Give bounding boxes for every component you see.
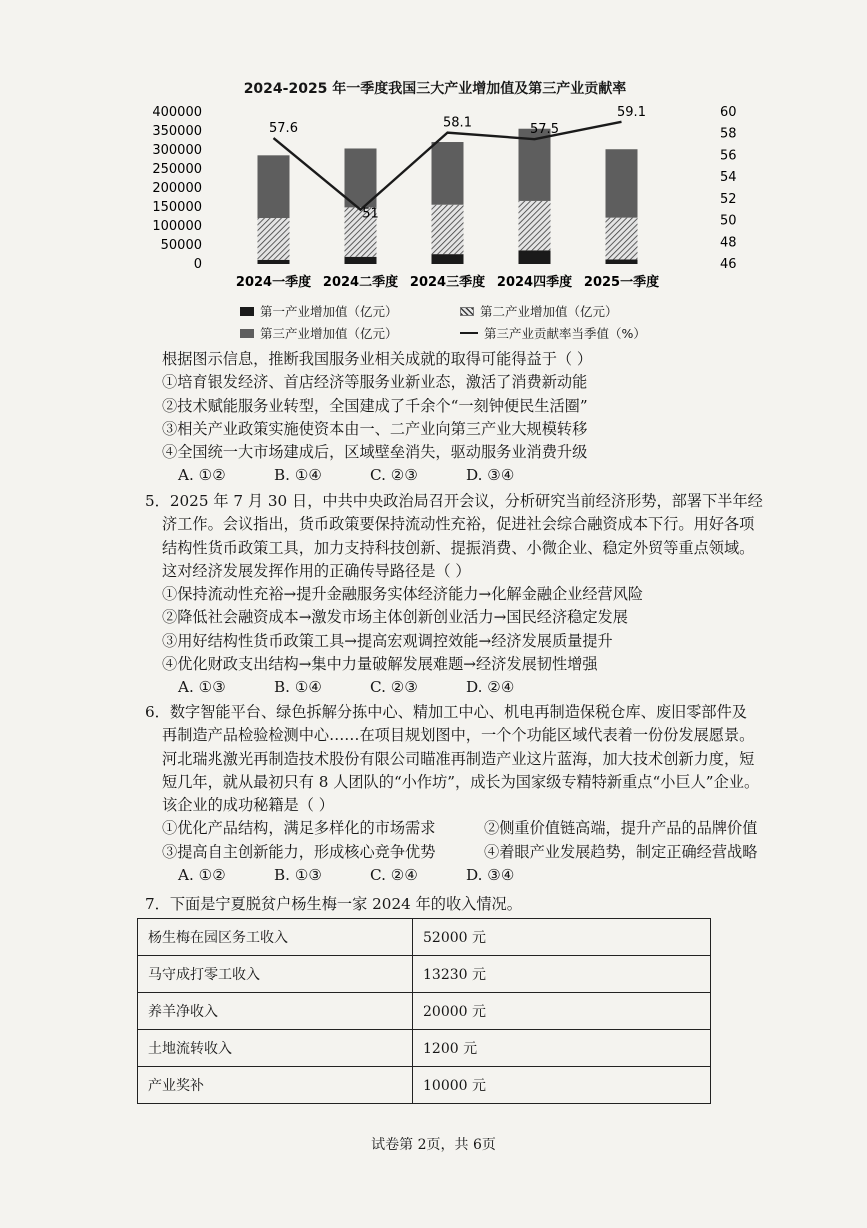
statement: ③相关产业政策实施使资本由一、二产业向第三产业大规模转移 [162, 419, 588, 438]
legend-label: 第三产业贡献率当季值（%） [484, 326, 646, 341]
bar-secondary [519, 201, 551, 250]
y2-tick-label: 58 [720, 126, 737, 142]
y2-tick-label: 54 [720, 170, 737, 186]
bar-secondary [258, 218, 290, 260]
legend-label: 第二产业增加值（亿元） [480, 304, 618, 319]
legend-swatch-gray [240, 329, 254, 338]
question-stem: 根据图示信息，推断我国服务业相关成就的取得可能得益于（ ） [162, 350, 593, 368]
option-b[interactable]: B. ①③ [274, 866, 323, 885]
question-text: 6．数字智能平台、绿色拆解分拣中心、精加工中心、机电再制造保税仓库、废旧零部件及 [145, 703, 747, 721]
statement: ②降低社会融资成本→激发市场主体创新创业活力→国民经济稳定发展 [162, 608, 628, 627]
data-label: 51 [362, 206, 379, 222]
y2-tick-label: 46 [720, 257, 737, 272]
table-cell-item: 土地流转收入 [138, 1030, 413, 1067]
answer-options [162, 464, 592, 487]
question-text: 再制造产品检验检测中心……在项目规划图中，一个个功能区域代表着一份份发展愿景。 [162, 726, 755, 745]
bar-secondary [606, 218, 638, 260]
statement: ③用好结构性货币政策工具→提高宏观调控效能→经济发展质量提升 [162, 631, 613, 650]
chart-legend [240, 300, 700, 344]
data-label: 57.5 [530, 122, 559, 138]
data-label: 58.1 [443, 115, 472, 131]
question-5 [145, 490, 763, 700]
legend-item-line [460, 324, 680, 342]
y-tick-label: 150000 [152, 200, 202, 215]
data-label: 57.6 [269, 121, 298, 137]
y-tick-label: 50000 [160, 238, 202, 253]
bar-tertiary [606, 149, 638, 217]
statement: ③提高自主创新能力，形成核心竞争优势 [162, 842, 436, 861]
answer-options [145, 676, 763, 699]
income-table [137, 918, 711, 1104]
legend-item-secondary [460, 302, 680, 320]
legend-item-tertiary [240, 324, 460, 342]
question-stem: 7．下面是宁夏脱贫户杨生梅一家 2024 年的收入情况。 [145, 895, 522, 913]
x-tick-label: 2024二季度 [322, 275, 399, 290]
y-tick-label: 0 [193, 257, 202, 272]
statement: ④全国统一大市场建成后，区域壁垒消失，驱动服务业消费升级 [162, 443, 588, 462]
bar-tertiary [258, 155, 290, 218]
y-tick-label: 250000 [152, 162, 202, 177]
question-text: 济工作。会议指出，货币政策要保持流动性充裕，促进社会综合融资成本下行。用好各项 [162, 515, 755, 534]
x-tick-label: 2024三季度 [409, 275, 486, 290]
option-d[interactable]: D. ②④ [466, 678, 515, 697]
y2-tick-label: 60 [720, 105, 737, 120]
question-text: 短几年，就从最初只有 8 人团队的“小作坊”，成长为国家级专精特新重点“小巨人”企业。 [162, 772, 760, 791]
table-cell-amount: 52000 元 [413, 919, 711, 956]
answer-options [145, 864, 806, 887]
statement: ①保持流动性充裕→提升金融服务实体经济能力→化解金融企业经营风险 [162, 585, 644, 604]
bar-primary [258, 260, 290, 264]
y-tick-label: 300000 [152, 143, 202, 158]
table-cell-amount: 1200 元 [413, 1030, 711, 1067]
statement: ④着眼产业发展趋势，制定正确经营战略 [484, 842, 758, 861]
bar-secondary [432, 205, 464, 254]
y2-tick-label: 50 [720, 213, 737, 229]
legend-swatch-line [460, 332, 478, 334]
question-text: 河北瑞兆激光再制造技术股份有限公司瞄准再制造产业这片蓝海，加大技术创新力度，短 [162, 749, 755, 768]
option-c[interactable]: C. ②③ [370, 678, 418, 697]
table-row [138, 1067, 711, 1104]
option-a[interactable]: A. ①③ [178, 678, 226, 697]
question-text: 该企业的成功秘籍是（ ） [162, 796, 334, 815]
question-text: 结构性货币政策工具，加力支持科技创新、提振消费、小微企业、稳定外贸等重点领域。 [162, 538, 755, 557]
chart-svg [150, 100, 737, 300]
question-6 [145, 701, 806, 887]
bar-primary [345, 257, 377, 264]
legend-swatch-hatch [460, 307, 474, 316]
y2-tick-label: 48 [720, 235, 737, 251]
y-tick-label: 350000 [152, 124, 202, 139]
table-row [138, 1030, 711, 1067]
table-cell-amount: 13230 元 [413, 956, 711, 993]
option-b[interactable]: B. ①④ [274, 466, 323, 485]
table-cell-item: 产业奖补 [138, 1067, 413, 1104]
y-tick-label: 100000 [152, 219, 202, 234]
table-cell-item: 杨生梅在园区务工收入 [138, 919, 413, 956]
legend-label: 第一产业增加值（亿元） [260, 304, 398, 319]
question-text: 这对经济发展发挥作用的正确传导路径是（ ） [162, 561, 471, 580]
table-row [138, 956, 711, 993]
y-tick-label: 400000 [152, 105, 202, 120]
page-footer: 试卷第 2页，共 6页 [371, 1137, 496, 1153]
table-cell-item: 养羊净收入 [138, 993, 413, 1030]
legend-swatch-black [240, 307, 254, 316]
bar-primary [432, 254, 464, 264]
option-a[interactable]: A. ①② [178, 466, 226, 485]
data-label: 59.1 [617, 104, 646, 120]
option-a[interactable]: A. ①② [178, 866, 226, 885]
statement-row [145, 817, 806, 840]
statement: ①培育银发经济、首店经济等服务业新业态，激活了消费新动能 [162, 373, 588, 392]
option-c[interactable]: C. ②③ [370, 466, 418, 485]
option-d[interactable]: D. ③④ [466, 466, 515, 485]
legend-item-primary [240, 302, 460, 320]
statement: ①优化产品结构，满足多样化的市场需求 [162, 819, 436, 838]
option-c[interactable]: C. ②④ [370, 866, 418, 885]
table-cell-item: 马守成打零工收入 [138, 956, 413, 993]
option-d[interactable]: D. ③④ [466, 866, 515, 885]
statement-row [145, 841, 806, 864]
statement: ②侧重价值链高端，提升产品的品牌价值 [484, 819, 758, 838]
chart-title: 2024-2025 年一季度我国三大产业增加值及第三产业贡献率 [243, 81, 627, 97]
legend-label: 第三产业增加值（亿元） [260, 326, 398, 341]
table-row [138, 919, 711, 956]
question-4 [162, 348, 592, 488]
y2-tick-label: 56 [720, 148, 737, 164]
table-cell-amount: 20000 元 [413, 993, 711, 1030]
table-row [138, 993, 711, 1030]
chart [150, 78, 737, 341]
option-b[interactable]: B. ①④ [274, 678, 323, 697]
y-tick-label: 200000 [152, 181, 202, 196]
statement: ④优化财政支出结构→集中力量破解发展难题→经济发展韧性增强 [162, 655, 598, 674]
bar-primary [519, 250, 551, 264]
x-tick-label: 2024四季度 [496, 275, 573, 290]
statement: ②技术赋能服务业转型，全国建成了千余个“一刻钟便民生活圈” [162, 396, 588, 415]
question-7 [145, 893, 522, 916]
bar-primary [606, 259, 638, 264]
question-text: 5．2025 年 7 月 30 日，中共中央政治局召开会议，分析研究当前经济形势，部署下半年经 [145, 492, 763, 510]
table-cell-amount: 10000 元 [413, 1067, 711, 1104]
x-tick-label: 2024一季度 [235, 275, 312, 290]
y2-tick-label: 52 [720, 191, 737, 207]
x-tick-label: 2025一季度 [583, 275, 660, 290]
bar-tertiary [432, 142, 464, 205]
